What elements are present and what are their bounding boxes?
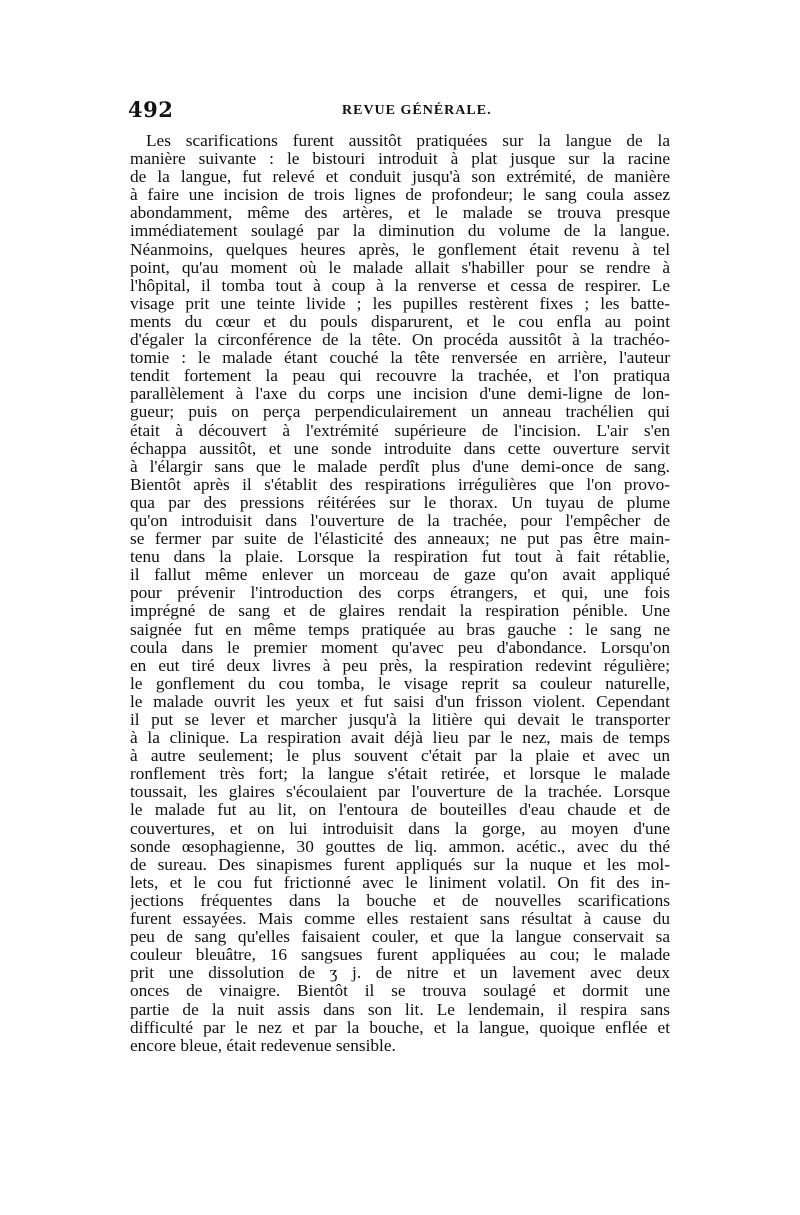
text-line: visage prit une teinte livide ; les pupilles restèrent fixes ; les batte- (130, 294, 670, 313)
text-line: à la clinique. La respiration avait déjà lieu par le nez, mais de temps (130, 729, 670, 748)
text-line: imprégné de sang et de glaires rendait la respiration pénible. Une (130, 602, 670, 621)
text-line: gueur; puis on perça perpendiculairement un anneau trachélien qui (130, 403, 670, 422)
text-line: difficulté par le nez et par la bouche, et la langue, quoique enflée et (130, 1018, 670, 1037)
text-line: encore bleue, était redevenue sensible. (130, 1036, 396, 1055)
text-line: couleur bleuâtre, 16 sangsues furent appliquées au cou; le malade (130, 946, 670, 965)
text-line: ments du cœur et du pouls disparurent, et le cou enfla au point (130, 312, 670, 331)
text-line: immédiatement soulagé par la diminution du volume de la langue. (130, 222, 670, 241)
text-line: Bientôt après il s'établit des respirations irrégulières que l'on provo- (130, 475, 670, 494)
text-line: lets, et le cou fut frictionné avec le liniment volatil. On fit des in- (130, 873, 670, 892)
text-line: de la langue, fut relevé et conduit jusqu'à son extrémité, de manière (130, 168, 670, 187)
text-line: ronflement très fort; la langue s'était retirée, et lorsque le malade (130, 765, 670, 784)
text-line: à faire une incision de trois lignes de profondeur; le sang coula assez (130, 186, 670, 205)
text-line: point, qu'au moment où le malade allait s'habiller pour se rendre à (130, 258, 670, 277)
text-line: Néanmoins, quelques heures après, le gonflement était revenu à tel (130, 240, 670, 259)
text-line: à l'élargir sans que le malade perdît plus d'une demi-once de sang. (130, 457, 670, 476)
text-line: qua par des pressions réitérées sur le thorax. Un tuyau de plume (130, 493, 670, 512)
text-line: onces de vinaigre. Bientôt il se trouva soulagé et dormit une (130, 982, 670, 1001)
page-header (128, 97, 673, 121)
text-line: il put se lever et marcher jusqu'à la litière qui devait le transporter (130, 711, 670, 729)
text-line: à autre seulement; le plus souvent c'était par la plaie et avec un (130, 747, 670, 766)
text-line: parallèlement à l'axe du corps une incision d'une demi-ligne de lon- (130, 385, 670, 404)
page-number: 492 (128, 97, 174, 122)
body-paragraph (130, 132, 670, 1055)
text-line: jections fréquentes dans la bouche et de nouvelles scarifications (130, 891, 670, 910)
text-line: tomie : le malade étant couché la tête renversée en arrière, l'auteur (130, 349, 670, 368)
text-line: toussait, les glaires s'écoulaient par l'ouverture de la trachée. Lorsque (130, 783, 670, 802)
text-line: tendit fortement la peau qui recouvre la trachée, et l'on pratiqua (130, 367, 670, 386)
text-line: échappa aussitôt, et une sonde introduite dans cette ouverture servit (130, 439, 670, 458)
text-line: d'égaler la circonférence de la tête. On procéda aussitôt à la trachéo- (130, 331, 670, 350)
text-line: l'hôpital, il tomba tout à coup à la renverse et cessa de respirer. Le (130, 276, 670, 295)
text-line: le malade fut au lit, on l'entoura de bouteilles d'eau chaude et de (130, 801, 670, 820)
text-line: qu'on introduisit dans l'ouverture de la trachée, pour l'empêcher de (130, 511, 670, 530)
text-line: sonde œsophagienne, 30 gouttes de liq. ammon. acétic., avec du thé (130, 837, 670, 856)
text-line: se fermer par suite de l'élasticité des anneaux; ne put pas être main- (130, 530, 670, 549)
text-line: il fallut même enlever un morceau de gaze qu'on avait appliqué (130, 566, 670, 585)
text-line: de sureau. Des sinapismes furent appliqués sur la nuque et les mol- (130, 855, 670, 874)
text-line: Les scarifications furent aussitôt pratiquées sur la langue de la (146, 132, 670, 150)
text-line: saignée fut en même temps pratiquée au bras gauche : le sang ne (130, 620, 670, 639)
text-line: couvertures, et on lui introduisit dans la gorge, au moyen d'une (130, 819, 670, 838)
text-line: abondamment, même des artères, et le malade se trouva presque (130, 204, 670, 223)
text-line: partie de la nuit assis dans son lit. Le lendemain, il respira sans (130, 1000, 670, 1019)
text-line: était à découvert à l'extrémité supérieure de l'incision. L'air s'en (130, 421, 670, 440)
text-line: tenu dans la plaie. Lorsque la respiration fut tout à fait rétablie, (130, 548, 670, 567)
text-line: le malade ouvrit les yeux et fut saisi d'un frisson violent. Cependant (130, 692, 670, 711)
text-line: pour prévenir l'introduction des corps étrangers, et qui, une fois (130, 584, 670, 603)
text-line: coula dans le premier moment qu'avec peu d'abondance. Lorsqu'on (130, 638, 670, 657)
text-line: furent essayées. Mais comme elles restaient sans résultat à cause du (130, 910, 670, 929)
text-line: en eut tiré deux livres à peu près, la respiration redevint régulière; (130, 656, 670, 675)
text-line: prit une dissolution de ʒ j. de nitre et un lavement avec deux (130, 964, 670, 983)
text-line: manière suivante : le bistouri introduit à plat jusque sur la racine (130, 150, 670, 169)
text-line: le gonflement du cou tomba, le visage reprit sa couleur naturelle, (130, 674, 670, 693)
running-title: REVUE GÉNÉRALE. (342, 103, 492, 118)
text-line: peu de sang qu'elles faisaient couler, et que la langue conservait sa (130, 928, 670, 947)
